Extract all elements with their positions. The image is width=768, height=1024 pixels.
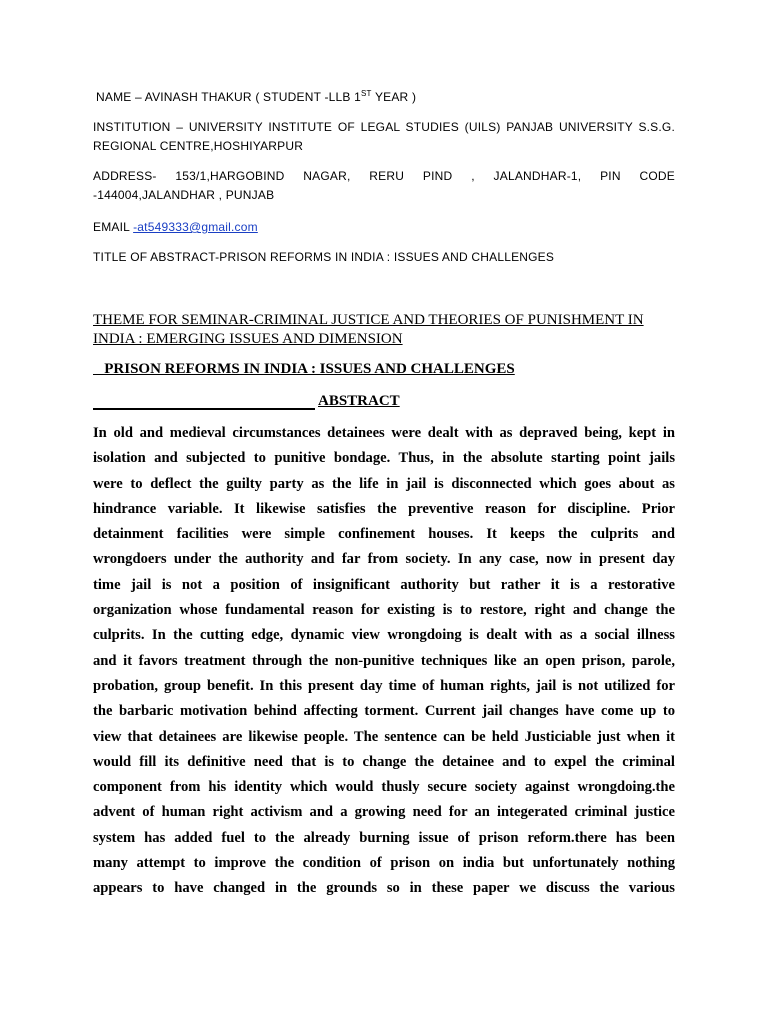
abstract-line: system has added fuel to the already burning issue of prison reform.there has been [93,829,675,846]
abstract-line: wrongdoers under the authority and far from society. In any case, now in present day [93,551,675,568]
abstract-line: would fill its definitive need that is to change the detainee and to expel the criminal [93,753,675,770]
paper-heading: PRISON REFORMS IN INDIA : ISSUES AND CHALLENGES [93,361,515,377]
author-name-end: YEAR ) [371,90,417,104]
abstract-line: culprits. In the cutting edge, dynamic view wrongdoing is dealt with as a social illness [93,627,675,644]
abstract-line: many attempt to improve the condition of prison on india but unfortunately nothing [93,855,675,872]
abstract-line: isolation and subjected to punitive bondage. Thus, in the absolute starting point jails [93,450,675,467]
email-line [93,218,675,237]
institution-line: INSTITUTION – UNIVERSITY INSTITUTE OF LEGAL STUDIES (UILS) PANJAB UNIVERSITY S.S.G. REGIONAL CENTRE,HOSHIYARPUR [93,120,675,153]
abstract-heading: ABSTRACT [318,393,400,409]
abstract-line: were to deflect the guilty party as the life in jail is disconnected which goes about as [93,475,675,492]
abstract-line: component from his identity which would thusly secure society against wrongdoing.the [93,779,675,796]
author-name: NAME – AVINASH THAKUR ( STUDENT -LLB 1 [96,90,361,104]
abstract-line: hindrance variable. It likewise satisfies the preventive reason for discipline. Prior [93,500,675,517]
abstract-line: view that detainees are likewise people. The sentence can be held Justiciable just when it [93,728,675,745]
abstract-line: organization whose fundamental reason for existing is to restore, right and change the [93,602,675,619]
abstract-line: appears to have changed in the grounds so in these paper we discuss the various [93,880,675,897]
abstract-title-line: TITLE OF ABSTRACT-PRISON REFORMS IN INDIA : ISSUES AND CHALLENGES [93,250,555,264]
email-label: EMAIL [93,220,134,234]
abstract-line: and it favors treatment through the non-punitive techniques like an open prison, parole, [93,652,675,669]
email-link[interactable]: -at549333@gmail.com [133,220,258,234]
ordinal-suffix: ST [361,89,372,98]
seminar-theme: THEME FOR SEMINAR-CRIMINAL JUSTICE AND THEORIES OF PUNISHMENT IN INDIA : EMERGING ISSUES AND DIMENSION [93,312,644,347]
address-line: ADDRESS- 153/1,HARGOBIND NAGAR, RERU PIND , JALANDHAR-1, PIN CODE -144004,JALANDHAR , PUNJAB [93,169,675,202]
abstract-line: advent of human right activism and a growing need for an integerated criminal justice [93,804,675,821]
abstract-body [93,421,675,902]
abstract-line: the barbaric motivation behind affecting torment. Current jail changes have come up to [93,703,675,720]
abstract-line: detainment facilities were simple confinement houses. It keeps the culprits and [93,526,675,543]
abstract-line: time jail is not a position of insignificant authority but rather it is a restorative [93,576,675,593]
abstract-line: In old and medieval circumstances detainees were dealt with as depraved being, kept in [93,425,675,441]
author-name-line [96,88,678,107]
abstract-underline-rule [93,408,315,410]
abstract-line: probation, group benefit. In this present day time of human rights, jail is not utilized for [93,677,675,694]
